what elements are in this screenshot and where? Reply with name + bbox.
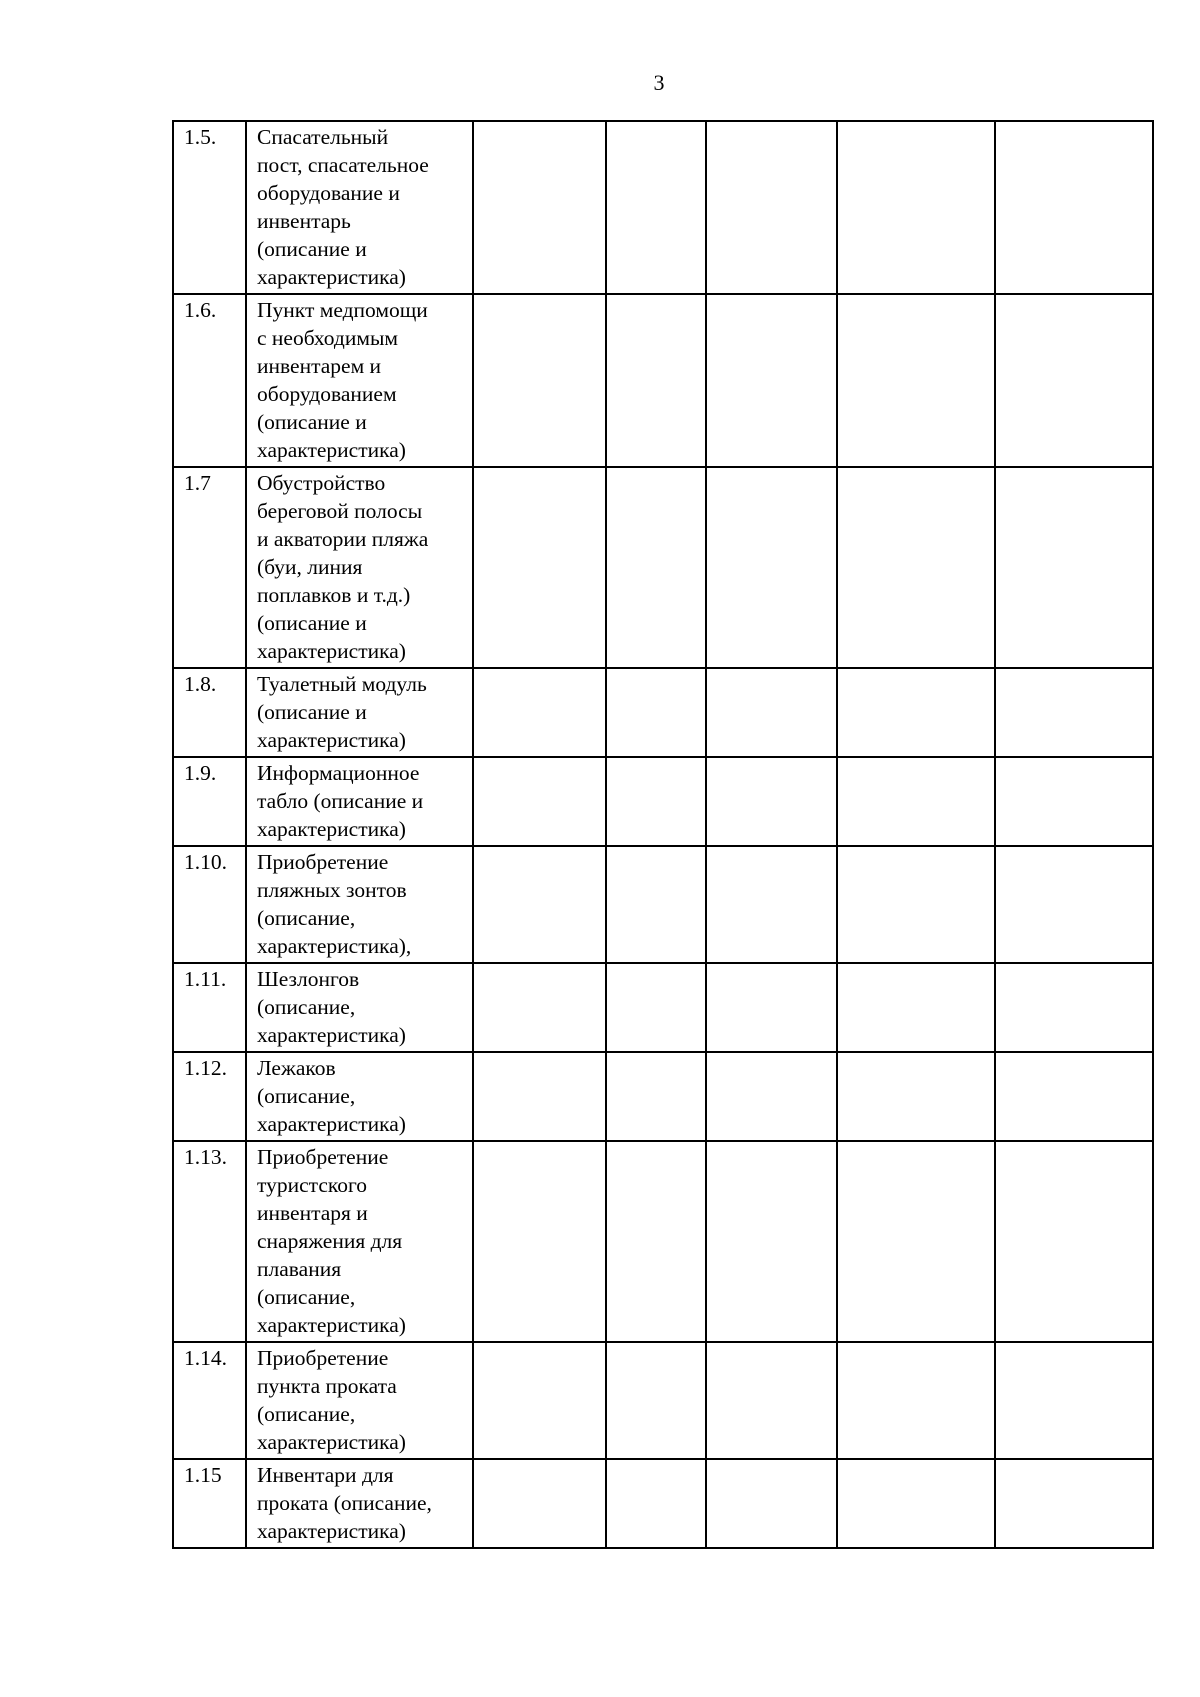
empty-cell bbox=[995, 846, 1153, 963]
table-row bbox=[173, 1342, 1153, 1459]
row-description: Лежаков (описание, характеристика) bbox=[246, 1052, 473, 1141]
table-row bbox=[173, 757, 1153, 846]
table-row bbox=[173, 668, 1153, 757]
row-description: Приобретение туристского инвентаря и снаряжения для плавания (описание, характеристика) bbox=[246, 1141, 473, 1342]
row-description: Обустройство береговой полосы и акватории пляжа (буи, линия поплавков и т.д.) (описание и характеристика) bbox=[246, 467, 473, 668]
empty-cell bbox=[995, 1052, 1153, 1141]
empty-cell bbox=[706, 1141, 837, 1342]
empty-cell bbox=[606, 121, 706, 294]
table-row bbox=[173, 121, 1153, 294]
empty-cell bbox=[837, 757, 995, 846]
empty-cell bbox=[606, 757, 706, 846]
row-number: 1.13. bbox=[173, 1141, 246, 1342]
row-number: 1.5. bbox=[173, 121, 246, 294]
row-description: Туалетный модуль (описание и характеристика) bbox=[246, 668, 473, 757]
empty-cell bbox=[606, 1141, 706, 1342]
table-row bbox=[173, 846, 1153, 963]
empty-cell bbox=[706, 1052, 837, 1141]
empty-cell bbox=[473, 1459, 606, 1548]
page-number: 3 bbox=[653, 70, 665, 95]
row-number: 1.7 bbox=[173, 467, 246, 668]
empty-cell bbox=[837, 963, 995, 1052]
empty-cell bbox=[837, 1342, 995, 1459]
row-description: Пункт медпомощи с необходимым инвентарем и оборудованием (описание и характеристика) bbox=[246, 294, 473, 467]
table-row bbox=[173, 963, 1153, 1052]
empty-cell bbox=[473, 1141, 606, 1342]
row-number: 1.9. bbox=[173, 757, 246, 846]
row-number: 1.15 bbox=[173, 1459, 246, 1548]
table-row bbox=[173, 1052, 1153, 1141]
empty-cell bbox=[606, 846, 706, 963]
empty-cell bbox=[473, 121, 606, 294]
row-number: 1.12. bbox=[173, 1052, 246, 1141]
table-row bbox=[173, 1459, 1153, 1548]
row-number: 1.11. bbox=[173, 963, 246, 1052]
row-description: Информационное табло (описание и характеристика) bbox=[246, 757, 473, 846]
empty-cell bbox=[473, 846, 606, 963]
items-table bbox=[172, 120, 1154, 1549]
empty-cell bbox=[606, 963, 706, 1052]
empty-cell bbox=[706, 294, 837, 467]
table-row bbox=[173, 1141, 1153, 1342]
empty-cell bbox=[995, 1459, 1153, 1548]
row-description: Приобретение пункта проката (описание, характеристика) bbox=[246, 1342, 473, 1459]
empty-cell bbox=[837, 467, 995, 668]
empty-cell bbox=[606, 1459, 706, 1548]
empty-cell bbox=[837, 294, 995, 467]
empty-cell bbox=[837, 1141, 995, 1342]
empty-cell bbox=[706, 846, 837, 963]
empty-cell bbox=[606, 294, 706, 467]
row-number: 1.6. bbox=[173, 294, 246, 467]
empty-cell bbox=[706, 757, 837, 846]
row-number: 1.8. bbox=[173, 668, 246, 757]
empty-cell bbox=[837, 668, 995, 757]
empty-cell bbox=[473, 294, 606, 467]
table-body bbox=[173, 121, 1153, 1548]
table-row bbox=[173, 467, 1153, 668]
empty-cell bbox=[995, 1141, 1153, 1342]
empty-cell bbox=[995, 757, 1153, 846]
empty-cell bbox=[473, 963, 606, 1052]
row-description: Шезлонгов (описание, характеристика) bbox=[246, 963, 473, 1052]
empty-cell bbox=[995, 467, 1153, 668]
row-description: Спасательный пост, спасательное оборудование и инвентарь (описание и характеристика) bbox=[246, 121, 473, 294]
empty-cell bbox=[837, 1459, 995, 1548]
table-row bbox=[173, 294, 1153, 467]
empty-cell bbox=[706, 963, 837, 1052]
empty-cell bbox=[473, 668, 606, 757]
empty-cell bbox=[473, 1052, 606, 1141]
empty-cell bbox=[995, 1342, 1153, 1459]
row-description: Приобретение пляжных зонтов (описание, характеристика), bbox=[246, 846, 473, 963]
empty-cell bbox=[473, 757, 606, 846]
row-number: 1.14. bbox=[173, 1342, 246, 1459]
empty-cell bbox=[706, 1342, 837, 1459]
empty-cell bbox=[837, 1052, 995, 1141]
empty-cell bbox=[606, 1052, 706, 1141]
empty-cell bbox=[995, 668, 1153, 757]
empty-cell bbox=[706, 121, 837, 294]
empty-cell bbox=[706, 467, 837, 668]
empty-cell bbox=[837, 121, 995, 294]
empty-cell bbox=[473, 1342, 606, 1459]
empty-cell bbox=[706, 668, 837, 757]
empty-cell bbox=[706, 1459, 837, 1548]
empty-cell bbox=[473, 467, 606, 668]
row-description: Инвентари для проката (описание, характеристика) bbox=[246, 1459, 473, 1548]
empty-cell bbox=[606, 668, 706, 757]
row-number: 1.10. bbox=[173, 846, 246, 963]
empty-cell bbox=[995, 294, 1153, 467]
empty-cell bbox=[995, 963, 1153, 1052]
empty-cell bbox=[837, 846, 995, 963]
empty-cell bbox=[606, 1342, 706, 1459]
empty-cell bbox=[606, 467, 706, 668]
empty-cell bbox=[995, 121, 1153, 294]
